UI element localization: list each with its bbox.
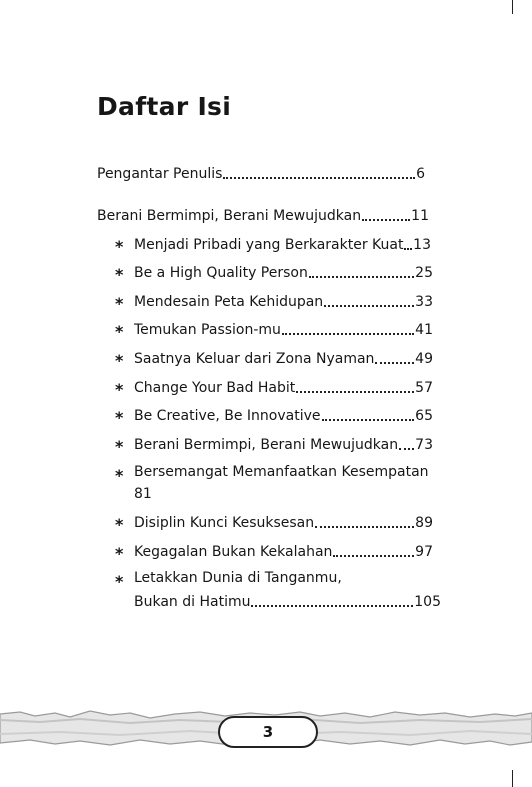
- dot-leader: [333, 555, 414, 557]
- toc-entry-label: Saatnya Keluar dari Zona Nyaman: [134, 351, 375, 367]
- dot-leader: [315, 526, 414, 528]
- bullet-icon: *: [115, 265, 124, 284]
- toc-subentry[interactable]: [134, 436, 433, 454]
- toc-entry-label: Berani Bermimpi, Berani Mewujudkan: [97, 208, 362, 224]
- toc-subentry[interactable]: [134, 379, 433, 397]
- bullet-icon: *: [115, 294, 124, 313]
- toc-entry-label: Disiplin Kunci Kesuksesan: [134, 515, 315, 531]
- toc-entry-label: Bersemangat Memanfaatkan Kesempatan: [134, 464, 429, 480]
- toc-entry-page: 81: [134, 486, 152, 502]
- bullet-icon: *: [115, 380, 124, 399]
- dot-leader: [282, 333, 414, 335]
- toc-entry-label: Temukan Passion-mu: [134, 322, 281, 338]
- bullet-icon: *: [115, 572, 124, 591]
- toc-subentry[interactable]: [134, 350, 433, 368]
- toc-subentry-line1: Letakkan Dunia di Tanganmu,: [134, 570, 342, 586]
- page-number: 3: [262, 723, 274, 741]
- toc-subentry[interactable]: [134, 236, 431, 254]
- toc-entry[interactable]: [97, 207, 429, 225]
- toc-subentry[interactable]: [134, 293, 433, 311]
- crop-mark: [512, 770, 513, 787]
- page-title: Daftar Isi: [97, 92, 232, 121]
- toc-subentry[interactable]: [134, 543, 433, 561]
- toc-entry-page: 105: [414, 594, 441, 610]
- toc-entry-label: Menjadi Pribadi yang Berkarakter Kuat: [134, 237, 404, 253]
- dot-leader: [296, 391, 414, 393]
- bullet-icon: *: [115, 437, 124, 456]
- bullet-icon: *: [115, 515, 124, 534]
- toc-entry-label: Berani Bermimpi, Berani Mewujudkan: [134, 437, 399, 453]
- toc-subentry[interactable]: [134, 593, 441, 611]
- toc-entry-page: 57: [415, 380, 433, 396]
- toc-entry-page: 6: [416, 166, 425, 182]
- toc-entry-label: Be Creative, Be Innovative: [134, 408, 321, 424]
- dot-leader: [362, 219, 410, 221]
- toc-entry-label: Pengantar Penulis: [97, 166, 223, 182]
- bullet-icon: *: [115, 322, 124, 341]
- dot-leader: [399, 448, 414, 450]
- toc-entry-label: Kegagalan Bukan Kekalahan: [134, 544, 333, 560]
- toc-entry-page: 49: [415, 351, 433, 367]
- toc-entry-page: 73: [415, 437, 433, 453]
- toc-subentry[interactable]: [134, 407, 433, 425]
- toc-entry-page: 13: [413, 237, 431, 253]
- toc-entry-page: 33: [415, 294, 433, 310]
- toc-entry-page: 89: [415, 515, 433, 531]
- dot-leader: [404, 248, 412, 250]
- dot-leader: [309, 276, 414, 278]
- bullet-icon: *: [115, 544, 124, 563]
- crop-mark: [512, 0, 513, 14]
- dot-leader: [375, 362, 414, 364]
- toc-subentry[interactable]: [134, 264, 433, 282]
- toc-entry-label: Mendesain Peta Kehidupan: [134, 294, 324, 310]
- dot-leader: [322, 419, 415, 421]
- bullet-icon: *: [115, 408, 124, 427]
- toc-entry-page: 65: [415, 408, 433, 424]
- toc-subentry[interactable]: [134, 514, 433, 532]
- toc-entry-page: 25: [415, 265, 433, 281]
- toc-entry-label: Change Your Bad Habit: [134, 380, 296, 396]
- toc-subentry[interactable]: [134, 461, 434, 505]
- bullet-icon: *: [115, 466, 124, 485]
- bullet-icon: *: [115, 237, 124, 256]
- toc-entry-label: Bukan di Hatimu: [134, 594, 251, 610]
- dot-leader: [324, 305, 414, 307]
- dot-leader: [251, 605, 413, 607]
- toc-entry-page: 97: [415, 544, 433, 560]
- toc-entry-page: 11: [411, 208, 429, 224]
- toc-entry-page: 41: [415, 322, 433, 338]
- dot-leader: [223, 177, 415, 179]
- toc-entry[interactable]: [97, 165, 425, 183]
- toc-subentry[interactable]: [134, 321, 433, 339]
- bullet-icon: *: [115, 351, 124, 370]
- page-number-badge: [218, 716, 318, 748]
- toc-entry-label: Be a High Quality Person: [134, 265, 308, 281]
